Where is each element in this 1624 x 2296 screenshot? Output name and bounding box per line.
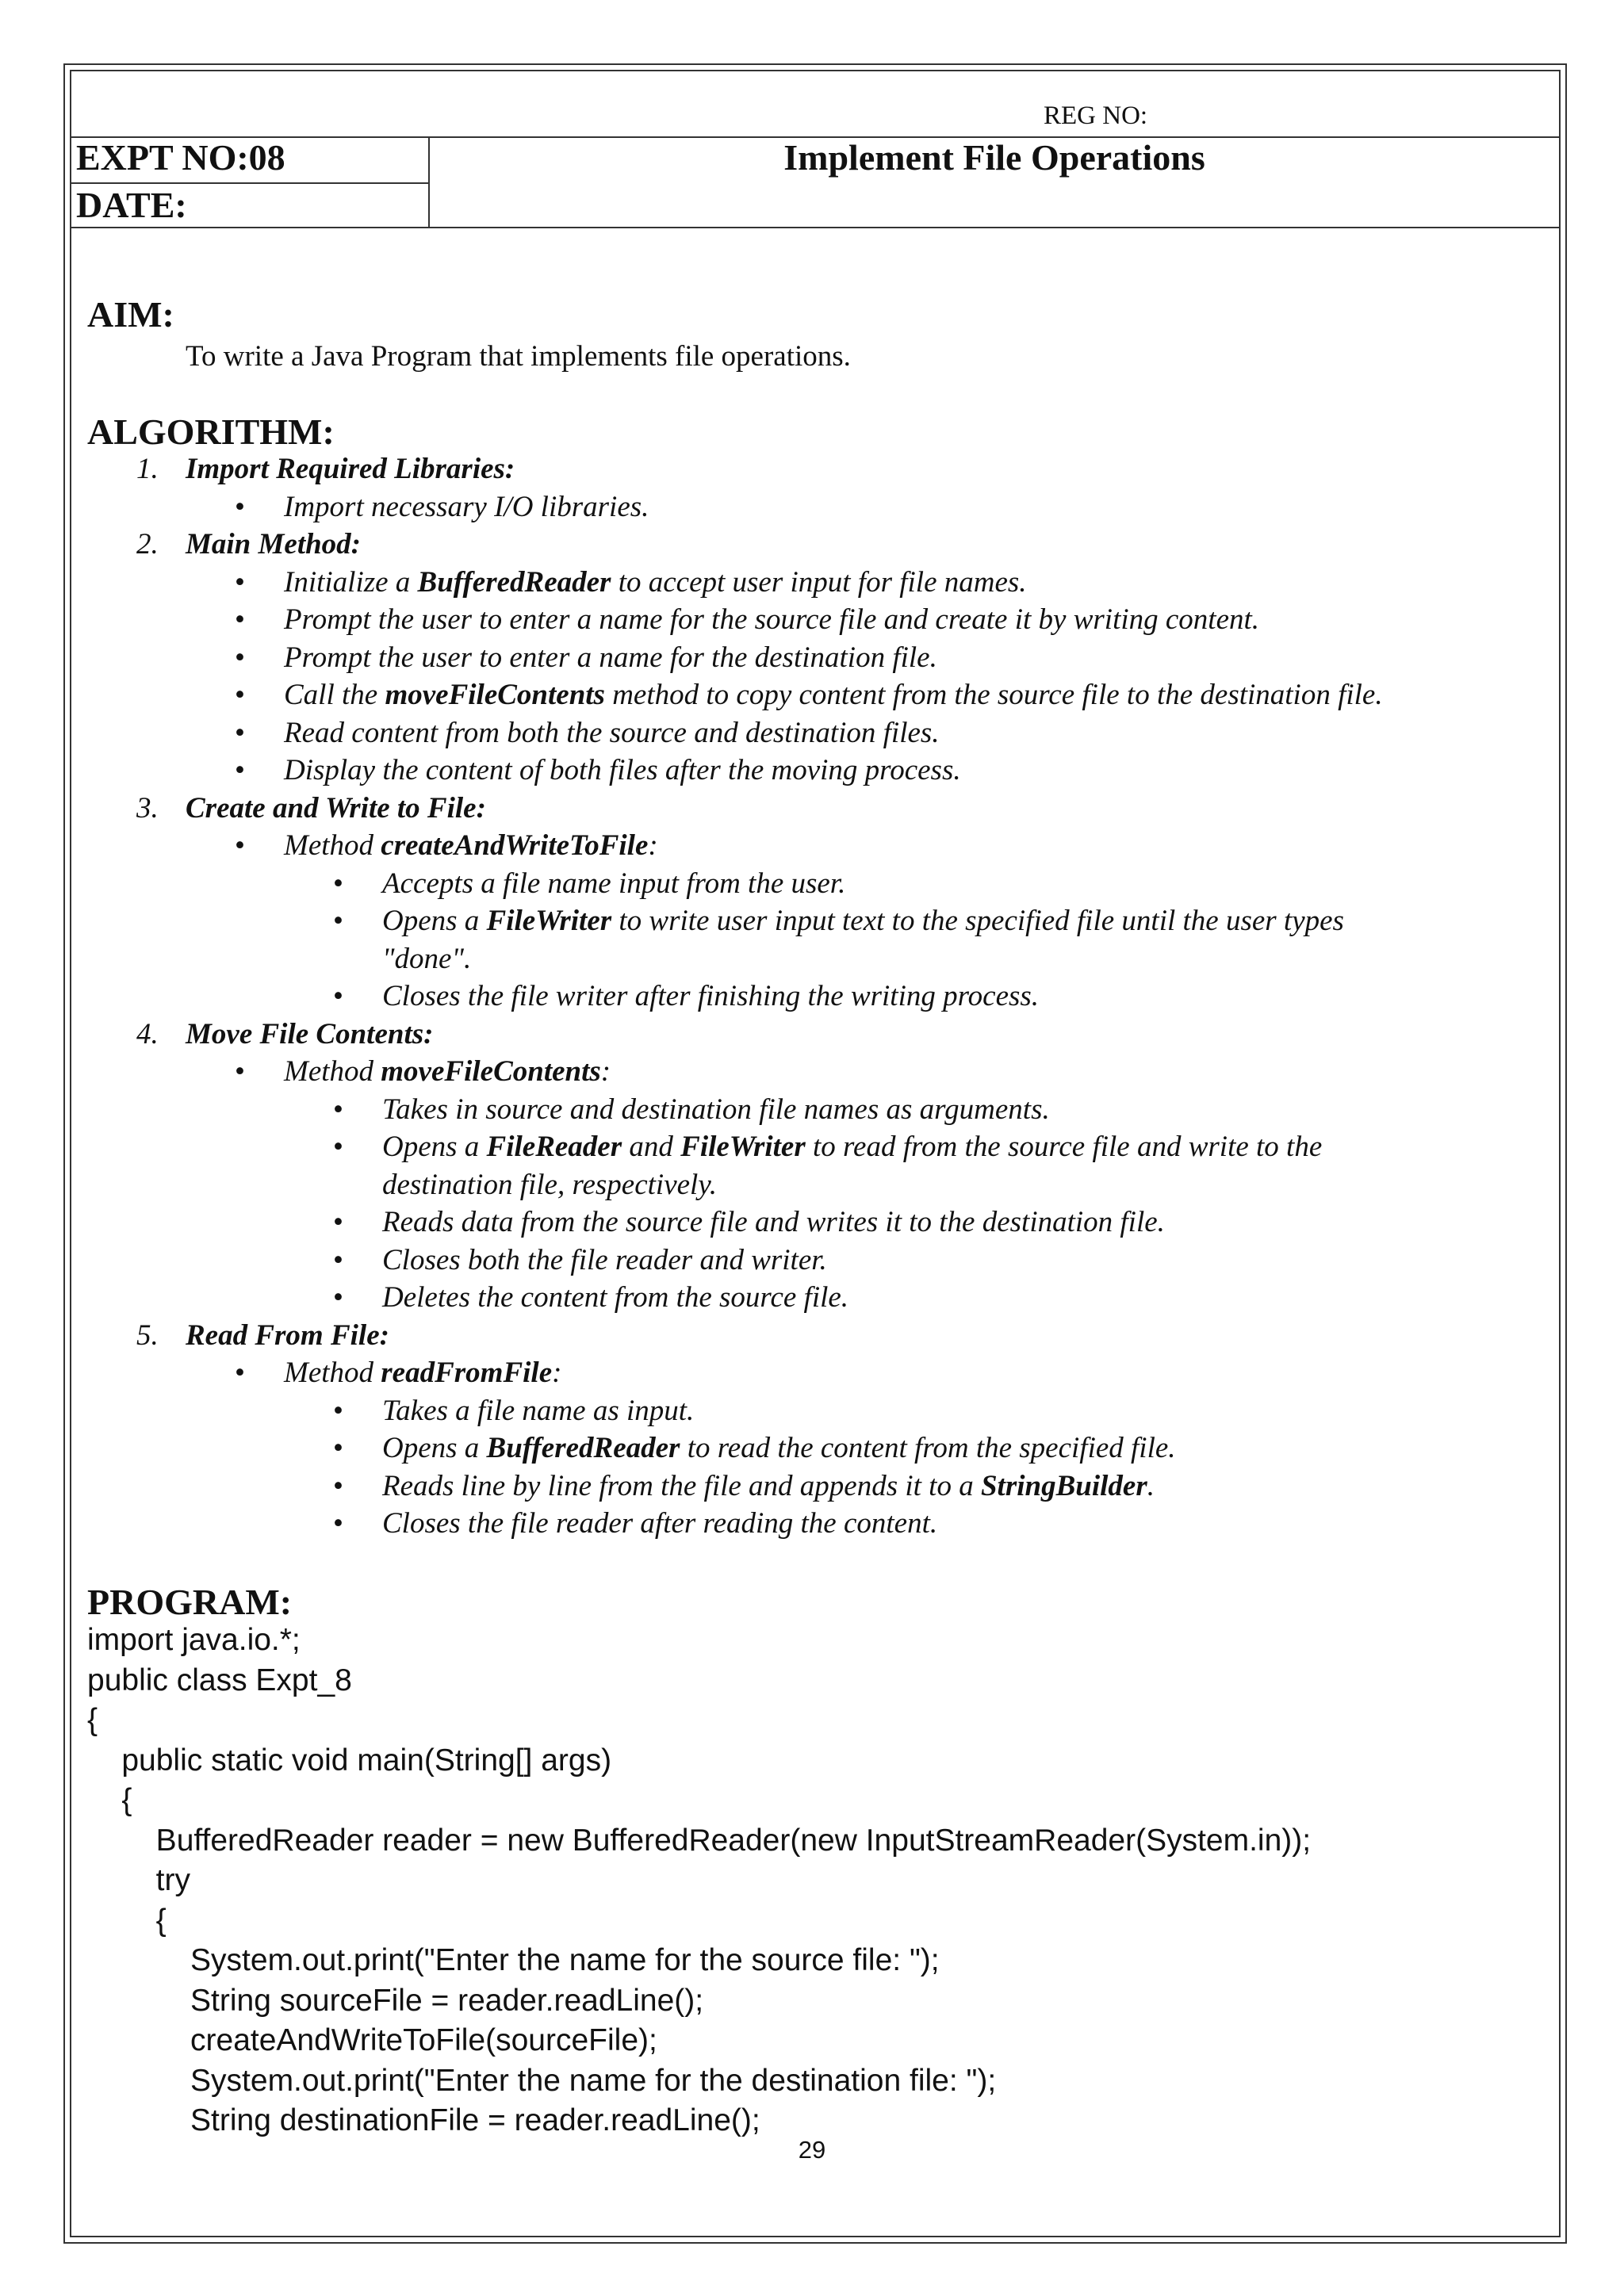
list-item: • Initialize a BufferedReader to accept user input for file names. [0, 564, 1624, 602]
bullet-icon: • [235, 679, 245, 711]
list-item: • Method moveFileContents: [0, 1053, 1624, 1091]
bullet-icon: • [333, 1131, 343, 1163]
algorithm-step-2: 2. Main Method: [136, 528, 362, 561]
algorithm-step-5: 5. Read From File: [136, 1318, 389, 1352]
list-item: • Call the moveFileContents method to copy content from the source file to the destination file. [0, 676, 1624, 714]
bullet-icon: • [333, 1281, 343, 1314]
list-item: • Closes both the file reader and writer. [0, 1242, 1624, 1280]
page-number: 29 [798, 2136, 826, 2164]
list-item: • Opens a FileReader and FileWriter to read from the source file and write to the [0, 1128, 1624, 1166]
bullet-icon: • [235, 1055, 245, 1088]
bullet-icon: • [333, 980, 343, 1012]
list-item-continued: "done". [382, 942, 472, 975]
list-item: • Takes a file name as input. [0, 1392, 1624, 1430]
code-line: createAndWriteToFile(sourceFile); [87, 2023, 657, 2057]
code-line: System.out.print("Enter the name for the source file: "); [87, 1943, 940, 1977]
reg-no-label: REG NO: [1044, 101, 1148, 130]
aim-heading: AIM: [87, 294, 174, 335]
bullet-icon: • [333, 1243, 343, 1276]
header-rule-bottom [70, 227, 1561, 228]
list-item: • Method createAndWriteToFile: [0, 827, 1624, 865]
bullet-icon: • [235, 716, 245, 749]
list-item: • Read content from both the source and destination files. [0, 714, 1624, 752]
code-line: System.out.print("Enter the name for the destination file: "); [87, 2063, 997, 2098]
algorithm-step-1: 1. Import Required Libraries: [136, 453, 515, 485]
bullet-icon: • [333, 1394, 343, 1427]
list-item: • Opens a BufferedReader to read the content from the specified file. [0, 1429, 1624, 1468]
bullet-icon: • [333, 1432, 343, 1464]
bullet-icon: • [333, 1206, 343, 1238]
code-line: public static void main(String[] args) [87, 1743, 612, 1777]
date-label: DATE: [76, 185, 187, 225]
list-item: • Takes in source and destination file names as arguments. [0, 1091, 1624, 1129]
algorithm-step-3: 3. Create and Write to File: [136, 791, 486, 825]
list-item: • Prompt the user to enter a name for the source file and create it by writing content. [0, 601, 1624, 639]
bullet-icon: • [235, 754, 245, 786]
algorithm-step-4: 4. Move File Contents: [136, 1017, 434, 1050]
code-line: String sourceFile = reader.readLine(); [87, 1983, 704, 2018]
code-line: { [87, 1703, 98, 1737]
bullet-icon: • [333, 905, 343, 937]
experiment-number: EXPT NO:08 [76, 137, 285, 178]
code-block [87, 1621, 1311, 2141]
bullet-icon: • [333, 1469, 343, 1502]
list-item: • Method readFromFile: [0, 1354, 1624, 1392]
bullet-icon: • [235, 829, 245, 862]
list-item-continued: destination file, respectively. [382, 1168, 717, 1201]
bullet-icon: • [235, 565, 245, 599]
aim-text: To write a Java Program that implements file operations. [186, 340, 851, 373]
list-item: • Display the content of both files after the moving process. [0, 752, 1624, 790]
page-title: Implement File Operations [783, 137, 1205, 178]
list-item: • Deletes the content from the source file. [0, 1279, 1624, 1317]
list-item: • Import necessary I/O libraries. [0, 488, 1624, 526]
code-line: BufferedReader reader = new BufferedReader(new InputStreamReader(System.in)); [87, 1823, 1312, 1858]
bullet-icon: • [235, 490, 245, 523]
bullet-icon: • [333, 1507, 343, 1540]
code-line: { [87, 1903, 167, 1938]
list-item: • Opens a FileWriter to write user input text to the specified file until the user types [0, 902, 1624, 940]
program-heading: PROGRAM: [87, 1582, 293, 1622]
algorithm-list [0, 450, 1624, 1543]
list-item: • Accepts a file name input from the user. [0, 865, 1624, 903]
list-item: • Closes the file writer after finishing the writing process. [0, 978, 1624, 1016]
list-item: • Prompt the user to enter a name for the destination file. [0, 639, 1624, 677]
code-line: import java.io.*; [87, 1623, 301, 1657]
list-item: • Closes the file reader after reading the content. [0, 1505, 1624, 1543]
bullet-icon: • [235, 603, 245, 636]
bullet-icon: • [235, 641, 245, 674]
bullet-icon: • [333, 867, 343, 900]
list-item: • Reads data from the source file and writes it to the destination file. [0, 1203, 1624, 1242]
list-item: • Reads line by line from the file and appends it to a StringBuilder. [0, 1468, 1624, 1506]
code-line: public class Expt_8 [87, 1663, 352, 1697]
algorithm-heading: ALGORITHM: [87, 411, 335, 452]
code-line: try [87, 1863, 191, 1897]
bullet-icon: • [235, 1357, 245, 1389]
code-line: String destinationFile = reader.readLine(); [87, 2103, 760, 2137]
bullet-icon: • [333, 1093, 343, 1126]
code-line: { [87, 1783, 132, 1817]
